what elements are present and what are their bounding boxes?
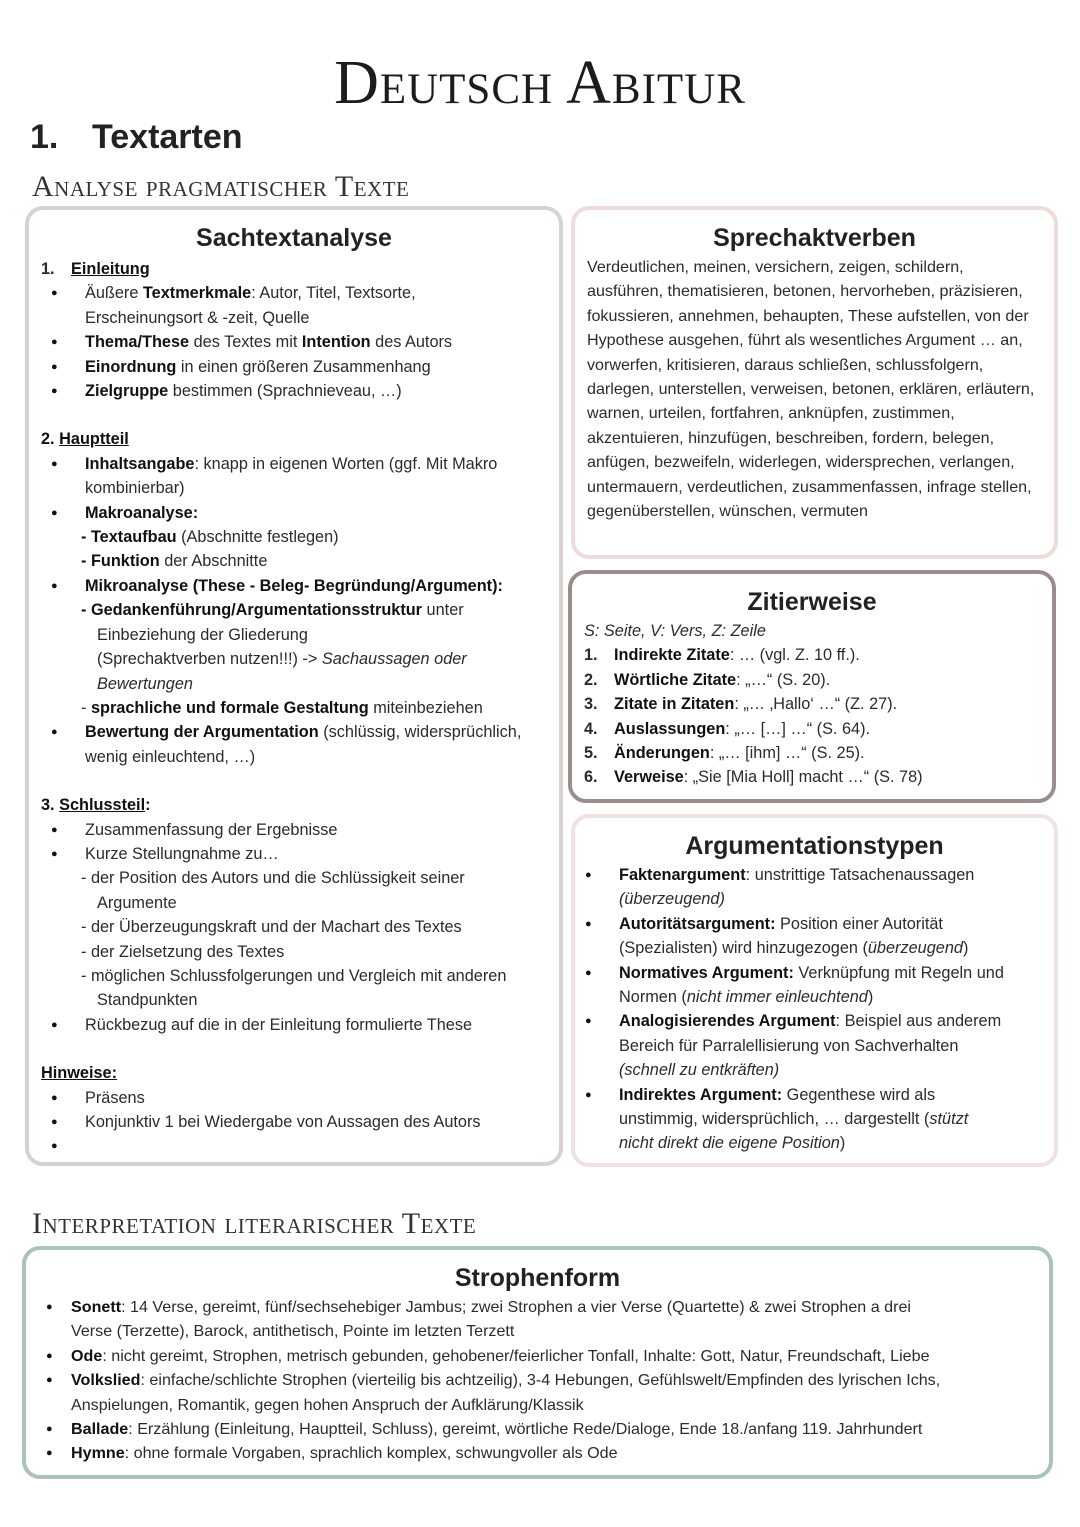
list-item: 5. Änderungen: „… [ihm] …“ (S. 25). (584, 744, 865, 763)
list-item: ● Zielgruppe bestimmen (Sprachnieveau, …) (41, 379, 547, 403)
list-item: ● Autoritätsargument: Position einer Autorität (Spezialisten) wird hinzugezogen (überzeugend) (575, 912, 1042, 961)
card-argumentationstypen (571, 814, 1058, 1167)
list-item: ● Einordnung in einen größeren Zusammenhang (41, 355, 547, 379)
card-title-strophenform: Strophenform (454, 1264, 621, 1292)
list-item: ● Äußere Textmerkmale: Autor, Titel, Textsorte, Erscheinungsort & -zeit, Quelle (41, 281, 547, 330)
zitierweise-legend: S: Seite, V: Vers, Z: Zeile (584, 622, 766, 640)
sub-item-cont: (Sprechaktverben nutzen!!!) -> Sachaussagen oder (97, 650, 467, 669)
list-item (41, 1134, 547, 1158)
card-title-sachtextanalyse: Sachtextanalyse (196, 224, 392, 252)
sub-item: - der Überzeugungskraft und der Machart des Textes (81, 918, 462, 937)
list-item: ● Makroanalyse: (41, 501, 547, 525)
sub-item-cont: Einbeziehung der Gliederung (97, 625, 308, 644)
main-title: Deutsch Abitur (334, 49, 746, 117)
list-item: ● Ballade: Erzählung (Einleitung, Hauptteil, Schluss), gereimt, wörtliche Rede/Dialoge, Ende 18./anfang 119. Jahrhundert (36, 1417, 1039, 1441)
list-item: ● Volkslied: einfache/schlichte Strophen (vierteilig bis achtzeilig), 3-4 Hebungen, Gefühlswelt/Empfinden des lyrischen Ichs, Anspielungen, Romantik, gegen hohen Anspruch der Aufklärung/Klassik (36, 1368, 1039, 1417)
card-sachtextanalyse (25, 206, 563, 1166)
list-item: ● Faktenargument: unstrittige Tatsachenaussagen (überzeugend) (575, 863, 1042, 912)
list-item: 2. Wörtliche Zitate: „…“ (S. 20). (584, 670, 831, 689)
sub-item: - der Zielsetzung des Textes (81, 942, 285, 961)
sub-item: - möglichen Schlussfolgerungen und Vergleich mit anderen (81, 966, 507, 985)
section-title: Textarten (92, 118, 243, 156)
hinweise-heading: Hinweise: (41, 1064, 118, 1083)
list-item: ● Thema/These des Textes mit Intention des Autors (41, 330, 547, 354)
list-item: ● Hymne: ohne formale Vorgaben, sprachlich komplex, schwungvoller als Ode (36, 1441, 1039, 1465)
list-item: ● Analogisierendes Argument: Beispiel aus anderem Bereich für Parralellisierung von Sachverhalten (schnell zu entkräften) (575, 1009, 1042, 1082)
list-item: ● Zusammenfassung der Ergebnisse (41, 818, 547, 842)
list-item: ● Präsens (41, 1086, 547, 1110)
list-item: ● Mikroanalyse (These - Beleg- Begründung/Argument): (41, 574, 547, 598)
sub-item-cont: Standpunkten (97, 991, 198, 1010)
list-item: ● Sonett: 14 Verse, gereimt, fünf/sechsehebiger Jambus; zwei Strophen a vier Verse (Quartette) & zwei Strophen a drei Verse (Terzette), Barock, antithetisch, Pointe im letzten Terzett (36, 1295, 1039, 1344)
list-item: ● Kurze Stellungnahme zu… (41, 842, 547, 866)
list-item: ● Ode: nicht gereimt, Strophen, metrisch gebunden, gehobener/feierlicher Tonfall, Inhalte: Gott, Natur, Freundschaft, Liebe (36, 1344, 1039, 1368)
schlussteil-heading: 3. Schlussteil: (41, 796, 151, 815)
list-item: 4. Auslassungen: „… […] …“ (S. 64). (584, 719, 871, 738)
sub-item: - der Position des Autors und die Schlüssigkeit seiner (81, 869, 465, 888)
card-strophenform (22, 1246, 1053, 1479)
list-item: ● Indirektes Argument: Gegenthese wird als unstimmig, widersprüchlich, … dargestellt (stützt nicht direkt die eigene Position) (575, 1083, 1042, 1156)
card-title-sprechaktverben: Sprechaktverben (713, 224, 916, 252)
sub-item: - Funktion der Abschnitte (81, 552, 268, 571)
sub-item: - Gedankenführung/Argumentationsstruktur unter (81, 601, 464, 620)
hauptteil-heading: 2. Hauptteil (41, 430, 129, 449)
list-item: ● Bewertung der Argumentation (schlüssig, widersprüchlich, wenig einleuchtend, …) (41, 720, 547, 769)
sub-item: - sprachliche und formale Gestaltung miteinbeziehen (81, 698, 483, 717)
list-item: 1. Indirekte Zitate: … (vgl. Z. 10 ff.). (584, 646, 860, 665)
list-item: 3. Zitate in Zitaten: „… ‚Hallo‘ …“ (Z. 27). (584, 695, 898, 714)
card-title-zitierweise: Zitierweise (747, 588, 877, 616)
sprechaktverben-text: Verdeutlichen, meinen, versichern, zeigen, schildern, ausführen, thematisieren, betonen, hervorheben, präzisieren, fokussieren, annehmen, behaupten, These aufstellen, von der Hypothese ausgehen, führt als wesentliches Argument … an, vorwerfen, kritisieren, daraus schließen, schlussfolgern, darlegen, unterstellen, verweisen, betonen, erklären, erläutern, warnen, urteilen, fortfahren, anknüpfen, zustimmen, akzentuieren, hinzufügen, beschreiben, fordern, belegen, anfügen, bezweifeln, widerlegen, widersprechen, verlangen, untermauern, verdeutlichen, zusammenfassen, infrage stellen, gegenüberstellen, wünschen, vermuten (587, 258, 1035, 521)
list-item: ● Inhaltsangabe: knapp in eigenen Worten (ggf. Mit Makro kombinierbar) (41, 452, 547, 501)
einleitung-heading: 1. Einleitung (41, 260, 150, 278)
list-item: ● Konjunktiv 1 bei Wiedergabe von Aussagen des Autors (41, 1110, 547, 1134)
subsection-literary: Interpretation literarischer Texte (32, 1207, 477, 1240)
card-title-argumentationstypen: Argumentationstypen (685, 832, 944, 860)
section-number: 1. (30, 118, 59, 156)
subsection-pragmatic: Analyse pragmatischer Texte (32, 170, 410, 203)
sub-item-cont: Bewertungen (97, 674, 193, 693)
list-item: 6. Verweise: „Sie [Mia Holl] macht …“ (S. 78) (584, 768, 923, 787)
list-item: ● Normatives Argument: Verknüpfung mit Regeln und Normen (nicht immer einleuchtend) (575, 961, 1042, 1010)
list-item: ● Rückbezug auf die in der Einleitung formulierte These (41, 1013, 547, 1037)
card-zitierweise (568, 570, 1056, 803)
sub-item-cont: Argumente (97, 893, 177, 912)
sub-item: - Textaufbau (Abschnitte festlegen) (81, 528, 339, 547)
card-sprechaktverben (571, 206, 1058, 559)
